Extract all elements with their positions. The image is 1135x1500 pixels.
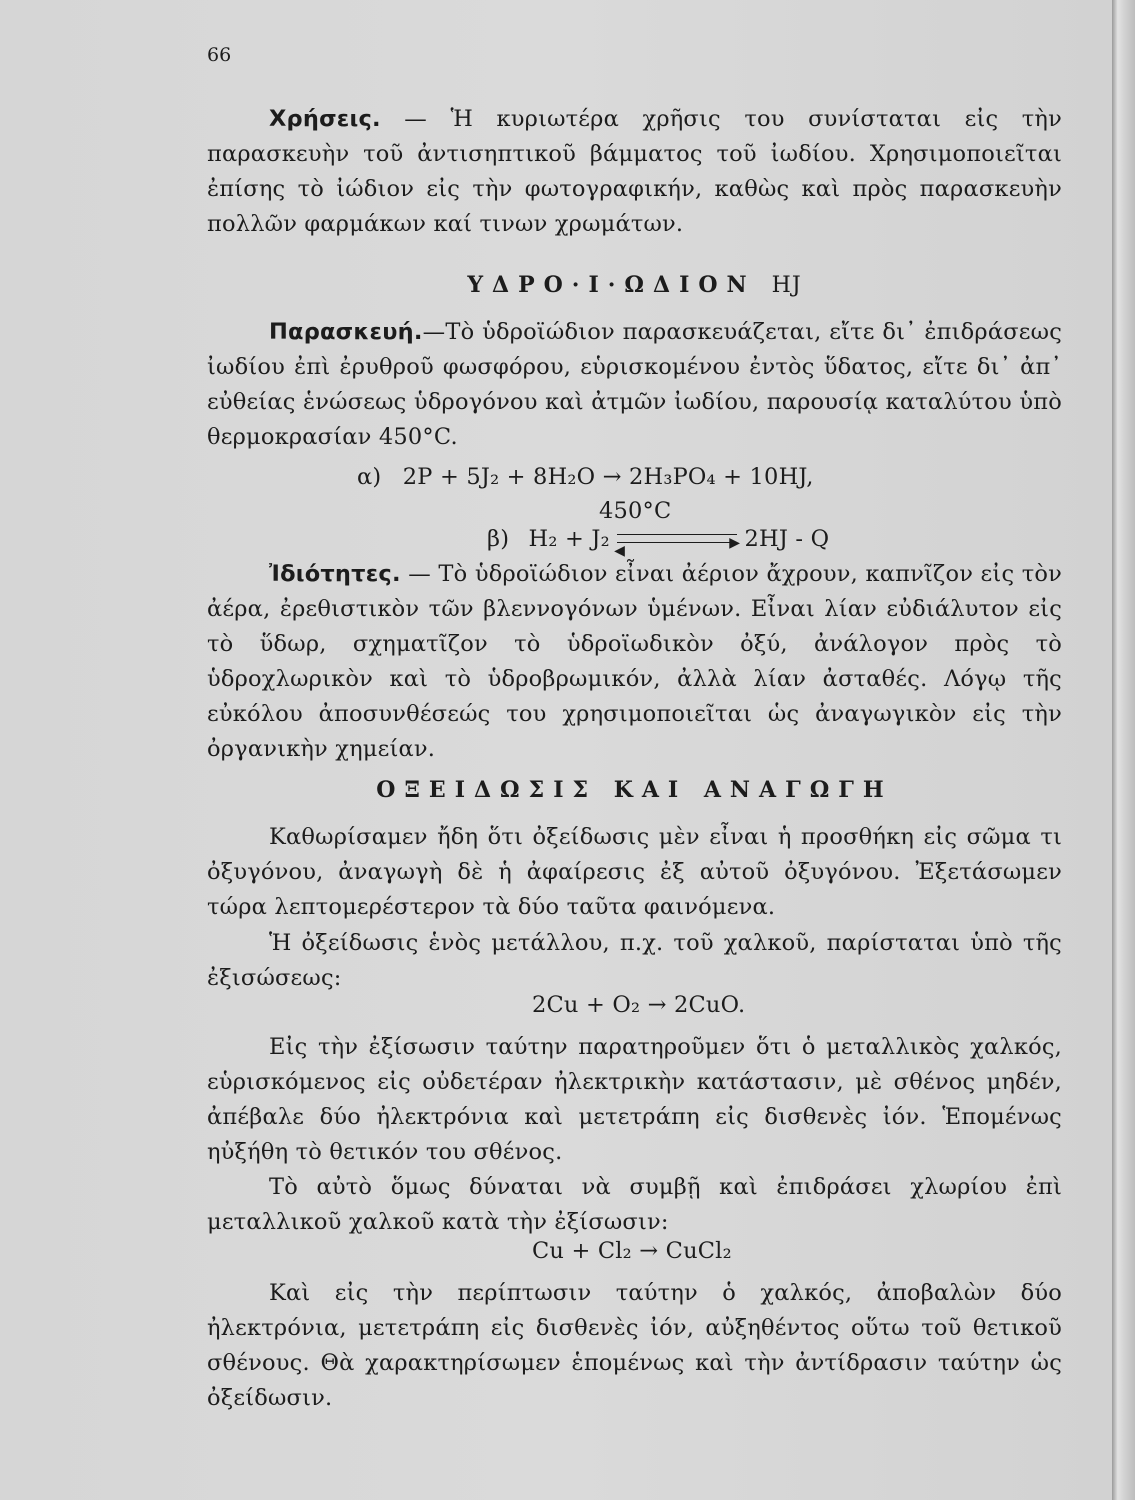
equation-copper-oxygen: 2Cu + O₂ → 2CuO. — [532, 992, 746, 1018]
page-number: 66 — [207, 44, 232, 66]
preparation-text: —Τὸ ὑδροϊώδιον παρασκευάζεται, εἴτε δι᾽ ἐπιδράσεως ἰωδίου ἐπὶ ἐρυθροῦ φωσφόρου, εὑρισκομένου ἐντὸς ὕδατος, εἴτε δι᾽ ἀπ᾽ εὐθείας ἑνώσεως ὑδρογόνου καὶ ἀτμῶν ἰωδίου, παρουσίᾳ καταλύτου ὑπὸ θερμοκρασίαν 450°C. — [207, 319, 1062, 450]
equilibrium-arrow-icon: ▶ ◀ — [614, 535, 741, 559]
preparation-paragraph — [207, 315, 1062, 455]
uses-text: — Ἡ κυριωτέρα χρῆσις του συνίσταται εἰς τὴν παρασκευὴν τοῦ ἀντισηπτικοῦ βάμματος τοῦ ἰωδίου. Χρησιμοποιεῖται ἐπίσης τὸ ἰώδιον εἰς τὴν φωτογραφικήν, καθὼς καὶ πρὸς παρασκευὴν πολλῶν φαρμάκων καί τινων χρωμάτων. — [207, 106, 1062, 237]
equation-beta-left: H₂ + J₂ — [528, 526, 610, 552]
chlorine-text: Τὸ αὐτὸ ὅμως δύναται νὰ συμβῇ καὶ ἐπιδράσει χλωρίου ἐπὶ μεταλλικοῦ χαλκοῦ κατὰ τὴν ἐξίσωσιν: — [207, 1174, 1062, 1235]
copper-explain-text: Εἰς τὴν ἐξίσωσιν ταύτην παρατηροῦμεν ὅτι ὁ μεταλλικὸς χαλκός, εὑρισκόμενος εἰς οὐδετέραν ἠλεκτρικὴν κατάστασιν, μὲ σθένος μηδέν, ἀπέβαλε δύο ἠλεκτρόνια καὶ μετετράπη εἰς δισθενὲς ἰόν. Ἑπομένως ηὐξήθη τὸ θετικόν του σθένος. — [207, 1034, 1062, 1165]
final-paragraph — [207, 1276, 1062, 1416]
hydroiodide-formula: HJ — [771, 273, 802, 298]
section-title-oxidation: ΟΞΕΙΔΩΣΙΣ ΚΑΙ ΑΝΑΓΩΓΗ — [376, 777, 893, 803]
metal-text: Ἡ ὀξείδωσις ἑνὸς μετάλλου, π.χ. τοῦ χαλκοῦ, παρίσταται ὑπὸ τῆς ἐξισώσεως: — [207, 930, 1062, 991]
intro-text: Καθωρίσαμεν ἤδη ὅτι ὀξείδωσις μὲν εἶναι ἡ προσθήκη εἰς σῶμα τι ὀξυγόνου, ἀναγωγὴ δὲ ἡ ἀφαίρεσις ἐξ αὐτοῦ ὀξυγόνου. Ἐξετάσωμεν τώρα λεπτομερέστερον τὰ δύο ταῦτα φαινόμενα. — [207, 824, 1062, 920]
section-title-hydroiodide — [207, 268, 1062, 303]
equation-beta-right: 2HJ - Q — [744, 526, 830, 552]
equation-alpha — [357, 460, 814, 495]
final-text: Καὶ εἰς τὴν περίπτωσιν ταύτην ὁ χαλκός, ἀποβαλὼν δύο ἠλεκτρόνια, μετετράπη εἰς δισθενὲς ἰόν, αὐξηθέντος οὕτω τοῦ θετικοῦ σθένους. Θὰ χαρακτηρίσωμεν ἑπομένως καὶ τὴν ἀντίδρασιν ταύτην ὡς ὀξείδωσιν. — [207, 1280, 1062, 1411]
intro-paragraph — [207, 820, 1062, 925]
equation-beta-label: β) — [487, 526, 510, 552]
hydroiodide-title: ΥΔΡΟ·Ι·ΩΔΙΟΝ — [467, 272, 756, 298]
chlorine-paragraph — [207, 1170, 1062, 1240]
equation-copper-chlorine: Cu + Cl₂ → CuCl₂ — [532, 1238, 732, 1264]
copper-explain-paragraph — [207, 1030, 1062, 1170]
properties-text: — Τὸ ὑδροϊώδιον εἶναι ἀέριον ἄχρουν, καπνῖζον εἰς τὸν ἀέρα, ἐρεθιστικὸν τῶν βλεννογόνων ὑμένων. Εἶναι λίαν εὐδιάλυτον εἰς τὸ ὕδωρ, σχηματῖζον τὸ ὑδροϊωδικὸν ὀξύ, ἀνάλογον πρὸς τὸ ὑδροχλωρικὸν καὶ τὸ ὑδροβρωμικόν, ἀλλὰ λίαν ἀσταθές. Λόγῳ τῆς εὐκόλου ἀποσυνθέσεώς του χρησιμοποιεῖται ὡς ἀναγωγικὸν εἰς τὴν ὀργανικὴν χημείαν. — [207, 561, 1062, 762]
equation-alpha-text: 2P + 5J₂ + 8H₂O → 2H₃PO₄ + 10HJ, — [402, 464, 814, 490]
preparation-heading: Παρασκευή. — [269, 319, 423, 345]
uses-paragraph — [207, 102, 1062, 242]
equation-alpha-label: α) — [357, 464, 382, 490]
page-edge — [1112, 0, 1135, 1500]
properties-heading: Ἰδιότητες. — [269, 561, 401, 587]
properties-paragraph — [207, 557, 1062, 767]
equation-beta-condition: 450°C — [599, 498, 672, 524]
metal-paragraph — [207, 926, 1062, 996]
uses-heading: Χρήσεις. — [269, 106, 381, 132]
